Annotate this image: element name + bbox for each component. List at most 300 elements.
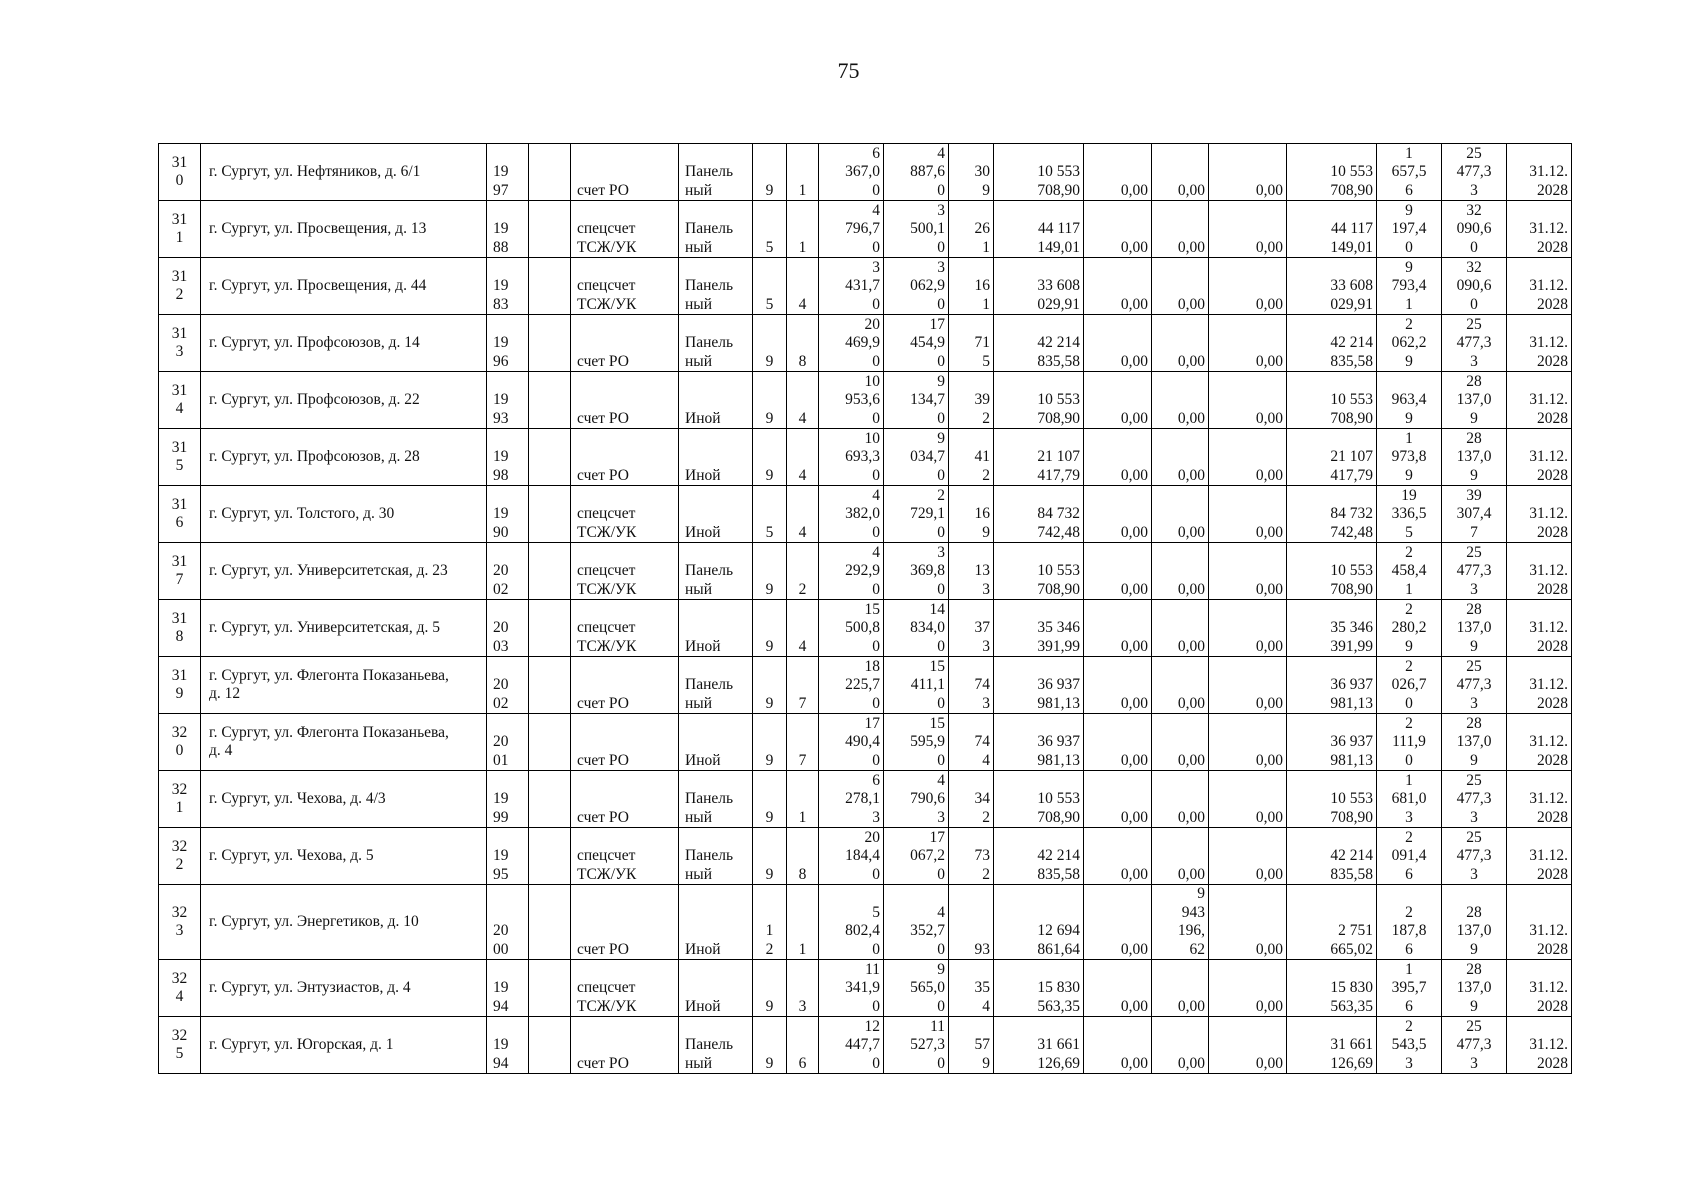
wall-material-cell: Панель ный	[679, 771, 753, 828]
address-cell: г. Сургут, ул. Профсоюзов, д. 14	[201, 315, 487, 372]
funding-1-cell: 0,00	[1084, 144, 1152, 201]
entrances-cell: 1	[787, 771, 819, 828]
living-area-cell: 4 790,6 3	[884, 771, 949, 828]
residents-cell: 71 5	[949, 315, 994, 372]
total-cost-cell: 10 553 708,90	[994, 144, 1084, 201]
year-cell: 19 93	[487, 372, 529, 429]
funding-3-cell: 0,00	[1209, 1017, 1287, 1074]
table-row	[159, 828, 1572, 885]
total-area-cell: 20 184,4 0	[819, 828, 884, 885]
floors-cell: 5	[753, 201, 787, 258]
living-area-cell: 11 527,3 0	[884, 1017, 949, 1074]
funding-4-cell: 84 732 742,48	[1287, 486, 1377, 543]
total-cost-cell: 10 553 708,90	[994, 372, 1084, 429]
address-cell: г. Сургут, ул. Университетская, д. 5	[201, 600, 487, 657]
table-row	[159, 657, 1572, 714]
funding-3-cell: 0,00	[1209, 315, 1287, 372]
row-number: 31 9	[159, 657, 201, 714]
total-area-cell: 15 500,8 0	[819, 600, 884, 657]
funding-3-cell: 0,00	[1209, 429, 1287, 486]
account-cell: счет РО	[571, 885, 679, 960]
row-number: 31 0	[159, 144, 201, 201]
funding-4-cell: 36 937 981,13	[1287, 714, 1377, 771]
residents-cell: 16 1	[949, 258, 994, 315]
total-cost-cell: 21 107 417,79	[994, 429, 1084, 486]
table-row	[159, 1017, 1572, 1074]
deadline-cell: 31.12. 2028	[1507, 315, 1572, 372]
funding-1-cell: 0,00	[1084, 201, 1152, 258]
entrances-cell: 7	[787, 714, 819, 771]
unit-cost-cell: 9 197,4 0	[1377, 201, 1442, 258]
total-cost-cell: 36 937 981,13	[994, 714, 1084, 771]
unit-cost-cell: 1 681,0 3	[1377, 771, 1442, 828]
empty-cell	[529, 771, 571, 828]
wall-material-cell: Панель ный	[679, 828, 753, 885]
address-cell: г. Сургут, ул. Профсоюзов, д. 22	[201, 372, 487, 429]
address-cell: г. Сургут, ул. Энергетиков, д. 10	[201, 885, 487, 960]
account-cell: спецсчет ТСЖ/УК	[571, 600, 679, 657]
deadline-cell: 31.12. 2028	[1507, 429, 1572, 486]
living-area-cell: 3 369,8 0	[884, 543, 949, 600]
max-unit-cost-cell: 25 477,3 3	[1442, 828, 1507, 885]
address-cell: г. Сургут, ул. Нефтяников, д. 6/1	[201, 144, 487, 201]
account-cell: счет РО	[571, 1017, 679, 1074]
residents-cell: 73 2	[949, 828, 994, 885]
row-number: 31 4	[159, 372, 201, 429]
wall-material-cell: Иной	[679, 714, 753, 771]
row-number: 31 8	[159, 600, 201, 657]
funding-4-cell: 10 553 708,90	[1287, 543, 1377, 600]
entrances-cell: 4	[787, 258, 819, 315]
wall-material-cell: Иной	[679, 486, 753, 543]
account-cell: счет РО	[571, 771, 679, 828]
funding-2-cell: 0,00	[1152, 315, 1209, 372]
year-cell: 19 95	[487, 828, 529, 885]
residents-cell: 41 2	[949, 429, 994, 486]
total-area-cell: 4 796,7 0	[819, 201, 884, 258]
total-cost-cell: 12 694 861,64	[994, 885, 1084, 960]
unit-cost-cell: 2 187,8 6	[1377, 885, 1442, 960]
max-unit-cost-cell: 28 137,0 9	[1442, 960, 1507, 1017]
unit-cost-cell: 1 395,7 6	[1377, 960, 1442, 1017]
floors-cell: 9	[753, 657, 787, 714]
total-cost-cell: 10 553 708,90	[994, 771, 1084, 828]
entrances-cell: 8	[787, 828, 819, 885]
max-unit-cost-cell: 25 477,3 3	[1442, 771, 1507, 828]
table-row	[159, 543, 1572, 600]
funding-2-cell: 0,00	[1152, 372, 1209, 429]
entrances-cell: 6	[787, 1017, 819, 1074]
residents-cell: 34 2	[949, 771, 994, 828]
unit-cost-cell: 2 280,2 9	[1377, 600, 1442, 657]
total-area-cell: 20 469,9 0	[819, 315, 884, 372]
funding-3-cell: 0,00	[1209, 657, 1287, 714]
living-area-cell: 3 062,9 0	[884, 258, 949, 315]
funding-4-cell: 21 107 417,79	[1287, 429, 1377, 486]
address-cell: г. Сургут, ул. Чехова, д. 5	[201, 828, 487, 885]
floors-cell: 9	[753, 960, 787, 1017]
table-row	[159, 600, 1572, 657]
empty-cell	[529, 144, 571, 201]
living-area-cell: 4 887,6 0	[884, 144, 949, 201]
empty-cell	[529, 828, 571, 885]
funding-4-cell: 10 553 708,90	[1287, 144, 1377, 201]
funding-2-cell: 0,00	[1152, 771, 1209, 828]
funding-4-cell: 15 830 563,35	[1287, 960, 1377, 1017]
deadline-cell: 31.12. 2028	[1507, 771, 1572, 828]
funding-4-cell: 33 608 029,91	[1287, 258, 1377, 315]
funding-1-cell: 0,00	[1084, 885, 1152, 960]
living-area-cell: 15 595,9 0	[884, 714, 949, 771]
address-cell: г. Сургут, ул. Югорская, д. 1	[201, 1017, 487, 1074]
max-unit-cost-cell: 28 137,0 9	[1442, 600, 1507, 657]
residents-cell: 13 3	[949, 543, 994, 600]
total-cost-cell: 42 214 835,58	[994, 828, 1084, 885]
deadline-cell: 31.12. 2028	[1507, 657, 1572, 714]
empty-cell	[529, 657, 571, 714]
entrances-cell: 4	[787, 600, 819, 657]
row-number: 31 6	[159, 486, 201, 543]
entrances-cell: 3	[787, 960, 819, 1017]
empty-cell	[529, 543, 571, 600]
empty-cell	[529, 201, 571, 258]
funding-1-cell: 0,00	[1084, 486, 1152, 543]
total-area-cell: 12 447,7 0	[819, 1017, 884, 1074]
funding-2-cell: 0,00	[1152, 828, 1209, 885]
total-cost-cell: 42 214 835,58	[994, 315, 1084, 372]
total-area-cell: 4 292,9 0	[819, 543, 884, 600]
max-unit-cost-cell: 39 307,4 7	[1442, 486, 1507, 543]
residents-cell: 74 4	[949, 714, 994, 771]
account-cell: счет РО	[571, 144, 679, 201]
total-area-cell: 11 341,9 0	[819, 960, 884, 1017]
wall-material-cell: Панель ный	[679, 1017, 753, 1074]
funding-2-cell: 9 943 196, 62	[1152, 885, 1209, 960]
wall-material-cell: Панель ный	[679, 258, 753, 315]
living-area-cell: 17 454,9 0	[884, 315, 949, 372]
total-area-cell: 6 367,0 0	[819, 144, 884, 201]
empty-cell	[529, 372, 571, 429]
row-number: 31 1	[159, 201, 201, 258]
funding-3-cell: 0,00	[1209, 258, 1287, 315]
floors-cell: 9	[753, 1017, 787, 1074]
funding-3-cell: 0,00	[1209, 144, 1287, 201]
funding-2-cell: 0,00	[1152, 201, 1209, 258]
residents-cell: 16 9	[949, 486, 994, 543]
year-cell: 20 02	[487, 543, 529, 600]
unit-cost-cell: 1 657,5 6	[1377, 144, 1442, 201]
deadline-cell: 31.12. 2028	[1507, 144, 1572, 201]
funding-4-cell: 31 661 126,69	[1287, 1017, 1377, 1074]
entrances-cell: 1	[787, 144, 819, 201]
wall-material-cell: Иной	[679, 960, 753, 1017]
deadline-cell: 31.12. 2028	[1507, 960, 1572, 1017]
max-unit-cost-cell: 28 137,0 9	[1442, 372, 1507, 429]
empty-cell	[529, 960, 571, 1017]
empty-cell	[529, 714, 571, 771]
wall-material-cell: Иной	[679, 600, 753, 657]
living-area-cell: 17 067,2 0	[884, 828, 949, 885]
max-unit-cost-cell: 25 477,3 3	[1442, 315, 1507, 372]
account-cell: счет РО	[571, 657, 679, 714]
floors-cell: 5	[753, 486, 787, 543]
deadline-cell: 31.12. 2028	[1507, 714, 1572, 771]
funding-2-cell: 0,00	[1152, 258, 1209, 315]
max-unit-cost-cell: 25 477,3 3	[1442, 1017, 1507, 1074]
total-area-cell: 4 382,0 0	[819, 486, 884, 543]
residents-cell: 26 1	[949, 201, 994, 258]
row-number: 31 2	[159, 258, 201, 315]
living-area-cell: 3 500,1 0	[884, 201, 949, 258]
row-number: 31 7	[159, 543, 201, 600]
funding-3-cell: 0,00	[1209, 600, 1287, 657]
total-cost-cell: 31 661 126,69	[994, 1017, 1084, 1074]
account-cell: счет РО	[571, 372, 679, 429]
floors-cell: 9	[753, 429, 787, 486]
funding-1-cell: 0,00	[1084, 1017, 1152, 1074]
row-number: 32 2	[159, 828, 201, 885]
residents-cell: 74 3	[949, 657, 994, 714]
wall-material-cell: Панель ный	[679, 657, 753, 714]
funding-2-cell: 0,00	[1152, 486, 1209, 543]
unit-cost-cell: 2 543,5 3	[1377, 1017, 1442, 1074]
max-unit-cost-cell: 28 137,0 9	[1442, 429, 1507, 486]
max-unit-cost-cell: 28 137,0 9	[1442, 885, 1507, 960]
unit-cost-cell: 1 973,8 9	[1377, 429, 1442, 486]
entrances-cell: 8	[787, 315, 819, 372]
entrances-cell: 1	[787, 201, 819, 258]
total-cost-cell: 84 732 742,48	[994, 486, 1084, 543]
year-cell: 19 99	[487, 771, 529, 828]
table-row	[159, 372, 1572, 429]
deadline-cell: 31.12. 2028	[1507, 600, 1572, 657]
account-cell: спецсчет ТСЖ/УК	[571, 828, 679, 885]
empty-cell	[529, 885, 571, 960]
wall-material-cell: Иной	[679, 885, 753, 960]
residents-cell: 57 9	[949, 1017, 994, 1074]
living-area-cell: 15 411,1 0	[884, 657, 949, 714]
address-cell: г. Сургут, ул. Просвещения, д. 13	[201, 201, 487, 258]
total-area-cell: 3 431,7 0	[819, 258, 884, 315]
account-cell: спецсчет ТСЖ/УК	[571, 486, 679, 543]
address-cell: г. Сургут, ул. Профсоюзов, д. 28	[201, 429, 487, 486]
empty-cell	[529, 600, 571, 657]
houses-table	[158, 143, 1572, 1074]
wall-material-cell: Иной	[679, 372, 753, 429]
floors-cell: 9	[753, 600, 787, 657]
funding-1-cell: 0,00	[1084, 315, 1152, 372]
table-body	[159, 144, 1572, 1074]
deadline-cell: 31.12. 2028	[1507, 372, 1572, 429]
living-area-cell: 4 352,7 0	[884, 885, 949, 960]
total-area-cell: 17 490,4 0	[819, 714, 884, 771]
row-number: 32 4	[159, 960, 201, 1017]
year-cell: 19 90	[487, 486, 529, 543]
total-area-cell: 18 225,7 0	[819, 657, 884, 714]
living-area-cell: 14 834,0 0	[884, 600, 949, 657]
funding-2-cell: 0,00	[1152, 543, 1209, 600]
funding-1-cell: 0,00	[1084, 543, 1152, 600]
entrances-cell: 7	[787, 657, 819, 714]
funding-2-cell: 0,00	[1152, 600, 1209, 657]
entrances-cell: 2	[787, 543, 819, 600]
table-row	[159, 315, 1572, 372]
funding-1-cell: 0,00	[1084, 714, 1152, 771]
funding-1-cell: 0,00	[1084, 600, 1152, 657]
table-row	[159, 258, 1572, 315]
total-area-cell: 5 802,4 0	[819, 885, 884, 960]
max-unit-cost-cell: 25 477,3 3	[1442, 657, 1507, 714]
unit-cost-cell: 9 793,4 1	[1377, 258, 1442, 315]
funding-2-cell: 0,00	[1152, 1017, 1209, 1074]
wall-material-cell: Панель ный	[679, 315, 753, 372]
unit-cost-cell: 2 458,4 1	[1377, 543, 1442, 600]
year-cell: 19 96	[487, 315, 529, 372]
total-area-cell: 10 693,3 0	[819, 429, 884, 486]
account-cell: счет РО	[571, 315, 679, 372]
funding-4-cell: 42 214 835,58	[1287, 828, 1377, 885]
deadline-cell: 31.12. 2028	[1507, 486, 1572, 543]
table-row	[159, 885, 1572, 960]
account-cell: спецсчет ТСЖ/УК	[571, 258, 679, 315]
address-cell: г. Сургут, ул. Флегонта Показаньева, д. 4	[201, 714, 487, 771]
table-row	[159, 771, 1572, 828]
deadline-cell: 31.12. 2028	[1507, 258, 1572, 315]
funding-4-cell: 10 553 708,90	[1287, 372, 1377, 429]
floors-cell: 1 2	[753, 885, 787, 960]
funding-2-cell: 0,00	[1152, 714, 1209, 771]
total-cost-cell: 33 608 029,91	[994, 258, 1084, 315]
total-area-cell: 10 953,6 0	[819, 372, 884, 429]
funding-3-cell: 0,00	[1209, 771, 1287, 828]
funding-2-cell: 0,00	[1152, 960, 1209, 1017]
funding-3-cell: 0,00	[1209, 885, 1287, 960]
floors-cell: 5	[753, 258, 787, 315]
funding-1-cell: 0,00	[1084, 429, 1152, 486]
floors-cell: 9	[753, 714, 787, 771]
year-cell: 19 88	[487, 201, 529, 258]
table-row	[159, 201, 1572, 258]
table-row	[159, 429, 1572, 486]
total-cost-cell: 10 553 708,90	[994, 543, 1084, 600]
total-cost-cell: 15 830 563,35	[994, 960, 1084, 1017]
empty-cell	[529, 1017, 571, 1074]
empty-cell	[529, 486, 571, 543]
year-cell: 19 97	[487, 144, 529, 201]
year-cell: 19 98	[487, 429, 529, 486]
funding-1-cell: 0,00	[1084, 828, 1152, 885]
funding-3-cell: 0,00	[1209, 543, 1287, 600]
row-number: 32 3	[159, 885, 201, 960]
year-cell: 19 94	[487, 960, 529, 1017]
residents-cell: 35 4	[949, 960, 994, 1017]
max-unit-cost-cell: 25 477,3 3	[1442, 144, 1507, 201]
funding-2-cell: 0,00	[1152, 429, 1209, 486]
year-cell: 19 83	[487, 258, 529, 315]
funding-3-cell: 0,00	[1209, 201, 1287, 258]
funding-3-cell: 0,00	[1209, 828, 1287, 885]
entrances-cell: 1	[787, 885, 819, 960]
unit-cost-cell: 2 062,2 9	[1377, 315, 1442, 372]
funding-3-cell: 0,00	[1209, 486, 1287, 543]
living-area-cell: 9 034,7 0	[884, 429, 949, 486]
funding-4-cell: 10 553 708,90	[1287, 771, 1377, 828]
floors-cell: 9	[753, 372, 787, 429]
account-cell: спецсчет ТСЖ/УК	[571, 543, 679, 600]
floors-cell: 9	[753, 144, 787, 201]
deadline-cell: 31.12. 2028	[1507, 885, 1572, 960]
address-cell: г. Сургут, ул. Энтузиастов, д. 4	[201, 960, 487, 1017]
max-unit-cost-cell: 32 090,6 0	[1442, 258, 1507, 315]
table-row	[159, 714, 1572, 771]
residents-cell: 30 9	[949, 144, 994, 201]
empty-cell	[529, 429, 571, 486]
residents-cell: 39 2	[949, 372, 994, 429]
funding-1-cell: 0,00	[1084, 960, 1152, 1017]
funding-2-cell: 0,00	[1152, 657, 1209, 714]
table-row	[159, 144, 1572, 201]
total-cost-cell: 35 346 391,99	[994, 600, 1084, 657]
entrances-cell: 4	[787, 372, 819, 429]
account-cell: счет РО	[571, 714, 679, 771]
funding-1-cell: 0,00	[1084, 657, 1152, 714]
address-cell: г. Сургут, ул. Флегонта Показаньева, д. 12	[201, 657, 487, 714]
living-area-cell: 9 134,7 0	[884, 372, 949, 429]
address-cell: г. Сургут, ул. Толстого, д. 30	[201, 486, 487, 543]
unit-cost-cell: 2 026,7 0	[1377, 657, 1442, 714]
deadline-cell: 31.12. 2028	[1507, 201, 1572, 258]
account-cell: спецсчет ТСЖ/УК	[571, 201, 679, 258]
address-cell: г. Сургут, ул. Просвещения, д. 44	[201, 258, 487, 315]
unit-cost-cell: 19 336,5 5	[1377, 486, 1442, 543]
deadline-cell: 31.12. 2028	[1507, 828, 1572, 885]
page-number: 75	[837, 58, 860, 83]
account-cell: счет РО	[571, 429, 679, 486]
year-cell: 20 00	[487, 885, 529, 960]
floors-cell: 9	[753, 828, 787, 885]
funding-2-cell: 0,00	[1152, 144, 1209, 201]
living-area-cell: 2 729,1 0	[884, 486, 949, 543]
year-cell: 19 94	[487, 1017, 529, 1074]
wall-material-cell: Панель ный	[679, 201, 753, 258]
unit-cost-cell: 963,4 9	[1377, 372, 1442, 429]
year-cell: 20 02	[487, 657, 529, 714]
deadline-cell: 31.12. 2028	[1507, 543, 1572, 600]
max-unit-cost-cell: 28 137,0 9	[1442, 714, 1507, 771]
table-row	[159, 960, 1572, 1017]
funding-3-cell: 0,00	[1209, 960, 1287, 1017]
funding-4-cell: 35 346 391,99	[1287, 600, 1377, 657]
wall-material-cell: Иной	[679, 429, 753, 486]
row-number: 32 1	[159, 771, 201, 828]
table-row	[159, 486, 1572, 543]
funding-4-cell: 42 214 835,58	[1287, 315, 1377, 372]
wall-material-cell: Панель ный	[679, 543, 753, 600]
residents-cell: 93	[949, 885, 994, 960]
funding-3-cell: 0,00	[1209, 372, 1287, 429]
max-unit-cost-cell: 32 090,6 0	[1442, 201, 1507, 258]
total-cost-cell: 36 937 981,13	[994, 657, 1084, 714]
funding-1-cell: 0,00	[1084, 258, 1152, 315]
unit-cost-cell: 2 091,4 6	[1377, 828, 1442, 885]
entrances-cell: 4	[787, 486, 819, 543]
row-number: 32 0	[159, 714, 201, 771]
funding-4-cell: 44 117 149,01	[1287, 201, 1377, 258]
year-cell: 20 01	[487, 714, 529, 771]
funding-1-cell: 0,00	[1084, 372, 1152, 429]
floors-cell: 9	[753, 543, 787, 600]
funding-4-cell: 36 937 981,13	[1287, 657, 1377, 714]
